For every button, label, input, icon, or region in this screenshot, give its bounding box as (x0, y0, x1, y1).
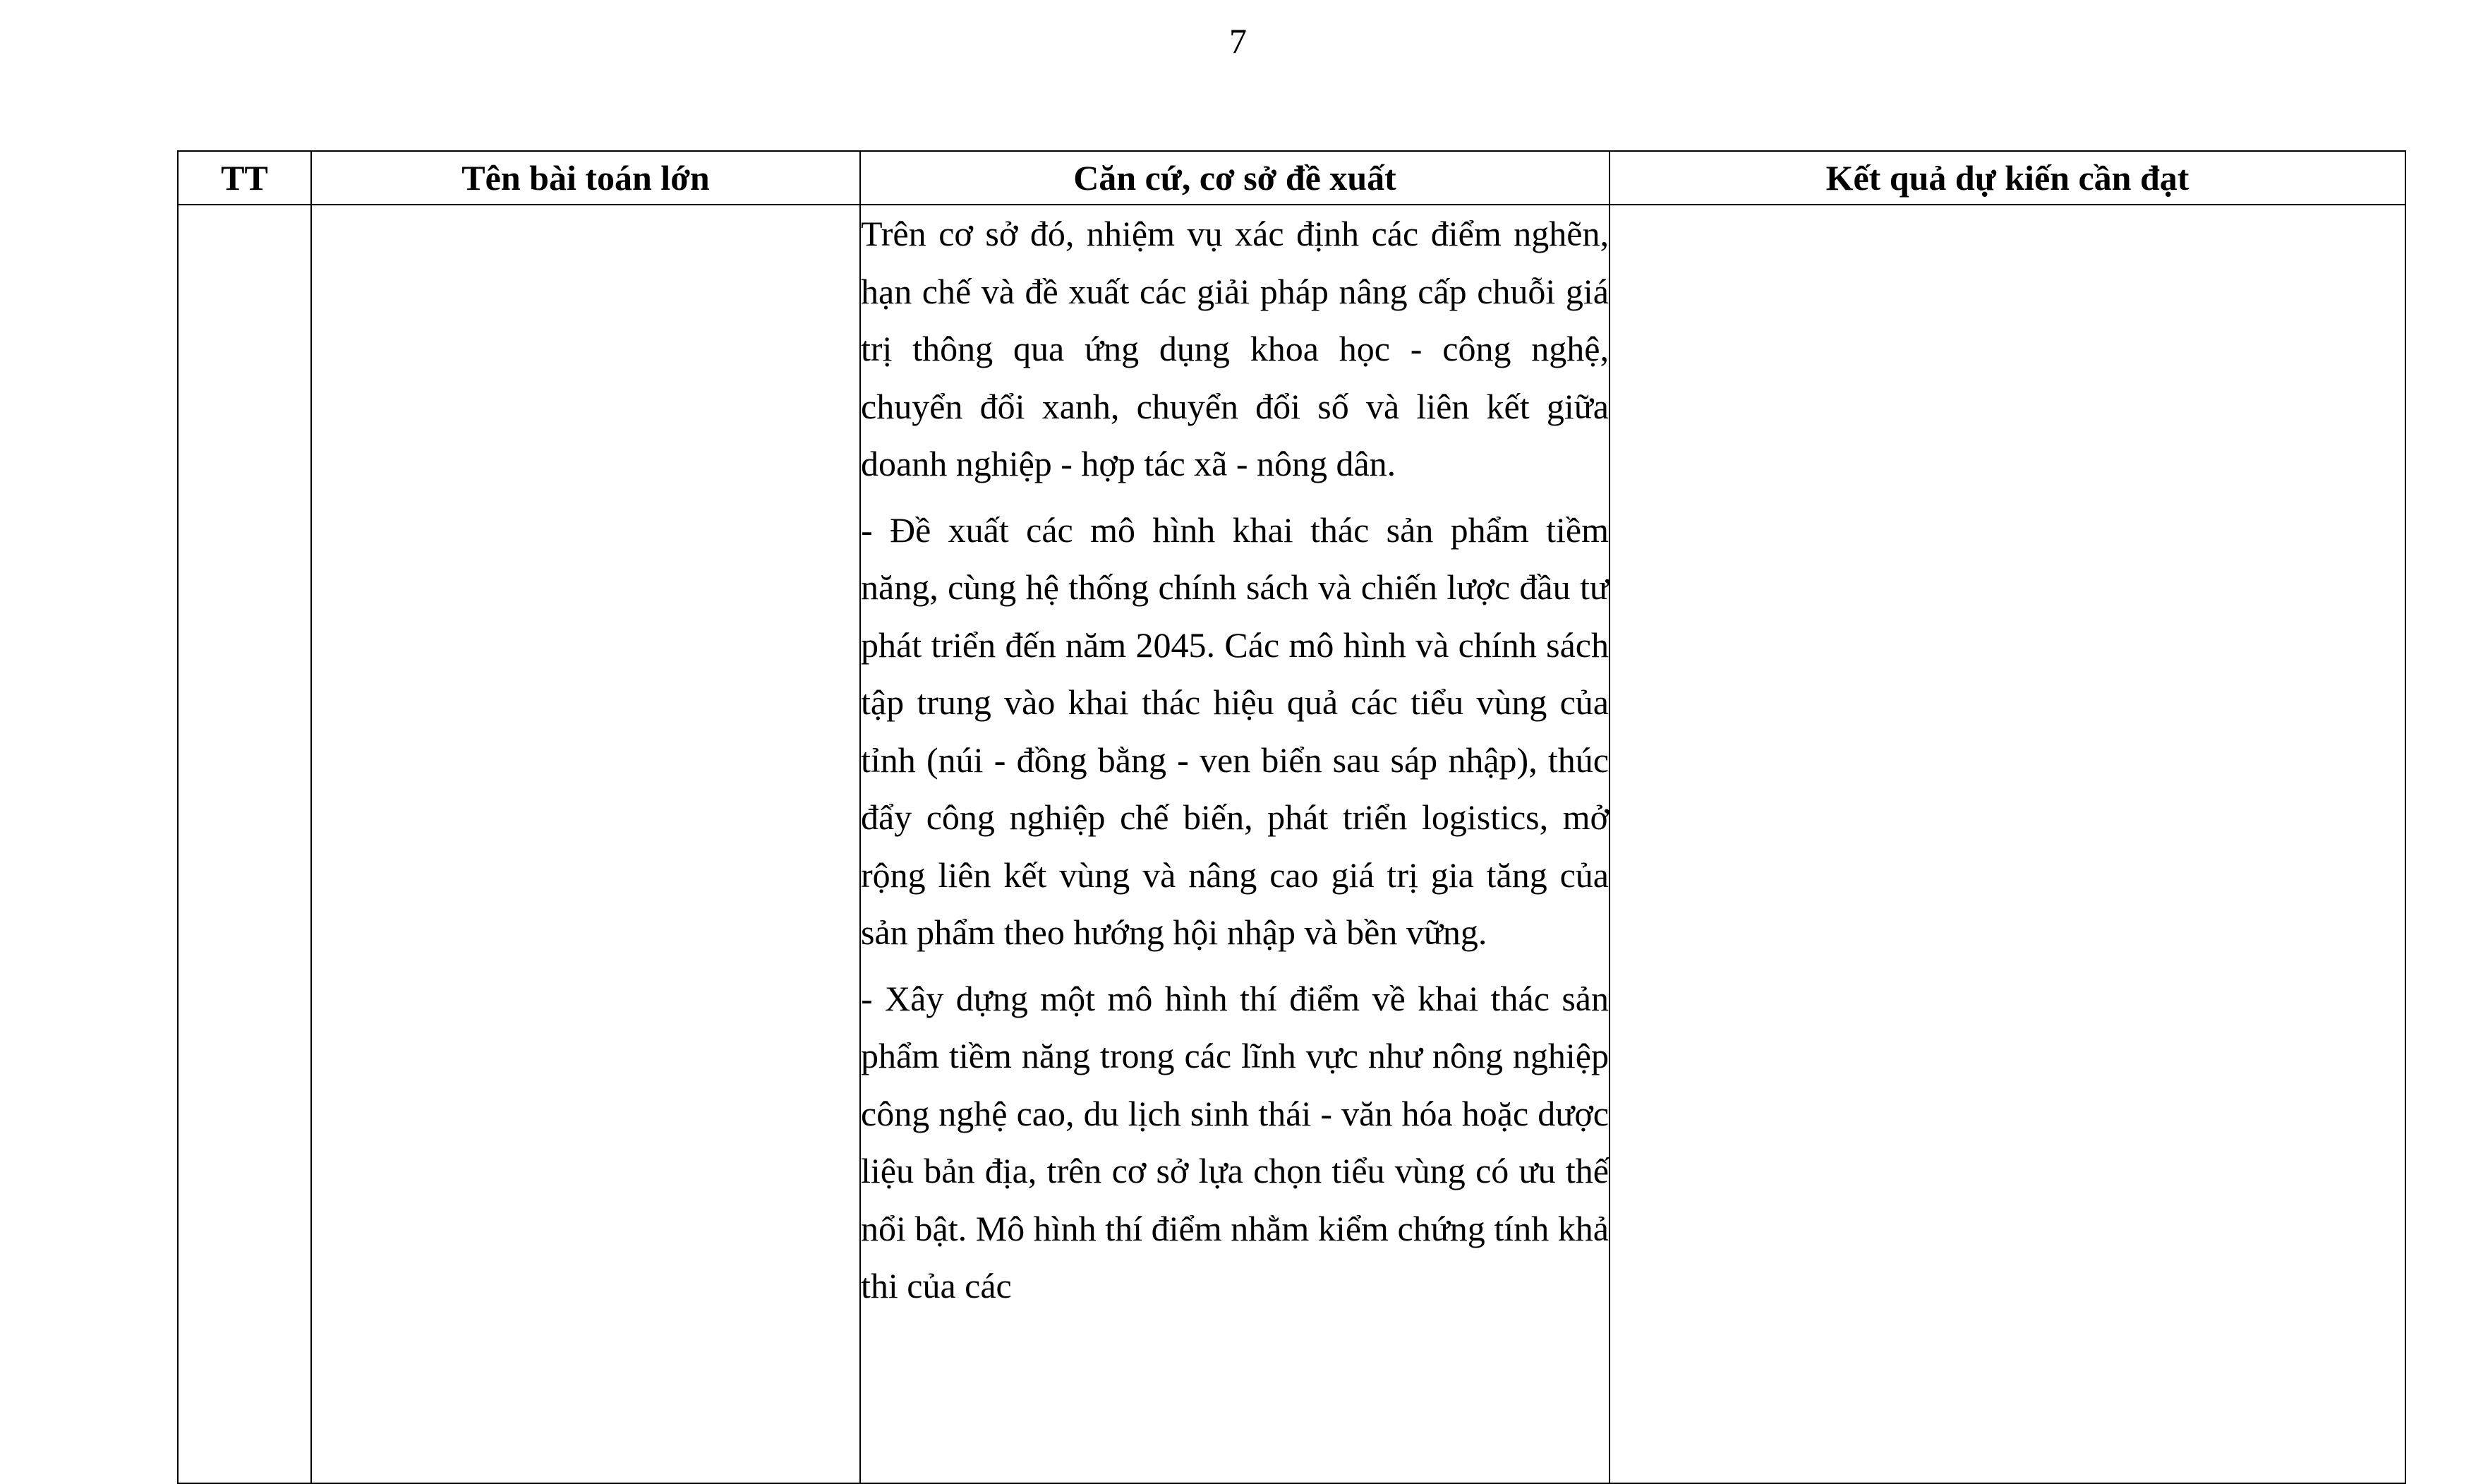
cell-tt (178, 205, 311, 1483)
cell-can-cu (860, 205, 1610, 1483)
can-cu-paragraph: Trên cơ sở đó, nhiệm vụ xác định các điểm nghẽn, hạn chế và đề xuất các giải pháp nâng cấp chuỗi giá trị thông qua ứng dụng khoa học - công nghệ, chuyển đổi xanh, chuyển đổi số và liên kết giữa doanh nghiệp - hợp tác xã - nông dân. (861, 214, 1609, 483)
table-row (178, 205, 2405, 1483)
can-cu-paragraph: - Xây dựng một mô hình thí điểm về khai thác sản phẩm tiềm năng trong các lĩnh vực như nông nghiệp công nghệ cao, du lịch sinh thái - văn hóa hoặc dược liệu bản địa, trên cơ sở lựa chọn tiểu vùng có ưu thế nổi bật. Mô hình thí điểm nhằm kiểm chứng tính khả thi của các (861, 978, 1609, 1305)
page-number: 7 (1229, 21, 1247, 61)
header-ket-qua: Kết quả dự kiến cần đạt (1610, 151, 2405, 205)
header-tt: TT (178, 151, 311, 205)
table-header-row (178, 151, 2405, 205)
can-cu-paragraph: - Đề xuất các mô hình khai thác sản phẩm tiềm năng, cùng hệ thống chính sách và chiến lược đầu tư phát triển đến năm 2045. Các mô hình và chính sách tập trung vào khai thác hiệu quả các tiểu vùng của tỉnh (núi - đồng bằng - ven biển sau sáp nhập), thúc đẩy công nghiệp chế biến, phát triển logistics, mở rộng liên kết vùng và nâng cao giá trị gia tăng của sản phẩm theo hướng hội nhập và bền vững. (861, 509, 1609, 952)
cell-ten-bai-toan (311, 205, 860, 1483)
header-can-cu: Căn cứ, cơ sở đề xuất (860, 151, 1610, 205)
header-ten-bai-toan: Tên bài toán lớn (311, 151, 860, 205)
proposal-table (177, 150, 2406, 1484)
cell-ket-qua (1610, 205, 2405, 1483)
